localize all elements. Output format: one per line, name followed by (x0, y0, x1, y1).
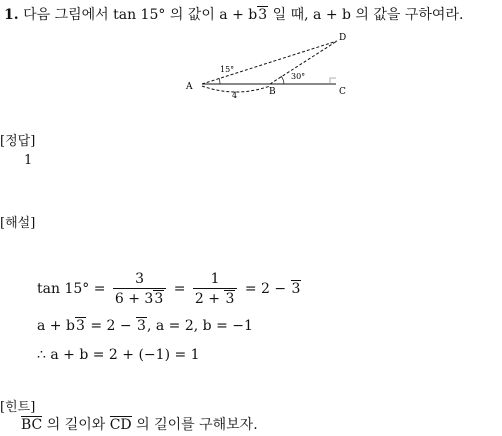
fraction-2 (193, 271, 237, 307)
question-body-end: 일 때, a + b 의 값을 구하여라. (268, 7, 464, 23)
solution-line-1 (37, 271, 301, 307)
fraction-2-denominator (193, 288, 237, 307)
question-sqrt: 3 (258, 7, 268, 23)
solution-label: [해설] (0, 216, 36, 231)
equals-sign: = (173, 281, 186, 297)
hint-text-end: 의 길이를 구해보자. (131, 417, 258, 433)
solution-line-3: ∴ a + b = 2 + (−1) = 1 (37, 347, 200, 363)
line2-post: , a = 2, b = −1 (146, 318, 253, 334)
hint-text (21, 414, 258, 434)
point-b-label: B (269, 87, 276, 97)
answer-value: 1 (24, 153, 33, 168)
answer-label: [정답] (0, 134, 36, 149)
fraction-1-sqrt: 3 (154, 291, 164, 307)
right-angle-mark (330, 78, 336, 84)
point-a-label: A (186, 82, 193, 92)
solution-line-2 (37, 318, 253, 334)
hint-segment-cd: CD (109, 417, 132, 433)
triangle-figure (180, 28, 360, 98)
fraction-1 (113, 271, 166, 307)
angle-30-label: 30° (291, 72, 306, 81)
angle-arc-b (281, 76, 284, 84)
line2-sqrt-2: 3 (137, 318, 146, 334)
question-number: 1. (4, 7, 19, 23)
solution-rhs-pre: = 2 − (244, 281, 291, 297)
fraction-1-numerator: 3 (135, 271, 145, 287)
line2-mid: = 2 − (85, 318, 137, 334)
fraction-1-denominator-pre: 6 + 3 (114, 291, 154, 307)
segment-ad (202, 41, 337, 84)
hint-text-mid: 의 길이와 (42, 417, 110, 433)
line2-sqrt-1: 3 (75, 318, 85, 334)
angle-15-label: 15° (220, 65, 235, 74)
solution-rhs-sqrt: 3 (291, 281, 301, 297)
question-body-start: 다음 그림에서 tan 15° 의 값이 a + b (23, 7, 258, 23)
hint-label: [힌트] (0, 400, 36, 415)
length-ab-label: 4 (232, 91, 238, 98)
angle-arc-a (219, 78, 220, 84)
line2-pre: a + b (37, 318, 75, 334)
point-d-label: D (339, 33, 347, 43)
solution-tan-lhs: tan 15° = (37, 281, 110, 297)
fraction-2-numerator: 1 (210, 271, 220, 287)
fraction-1-denominator (113, 288, 166, 307)
fraction-2-denominator-pre: 2 + (194, 291, 225, 307)
question-text (4, 4, 463, 24)
fraction-2-sqrt: 3 (225, 291, 235, 307)
hint-segment-bc: BC (21, 417, 43, 433)
point-c-label: C (339, 87, 346, 97)
